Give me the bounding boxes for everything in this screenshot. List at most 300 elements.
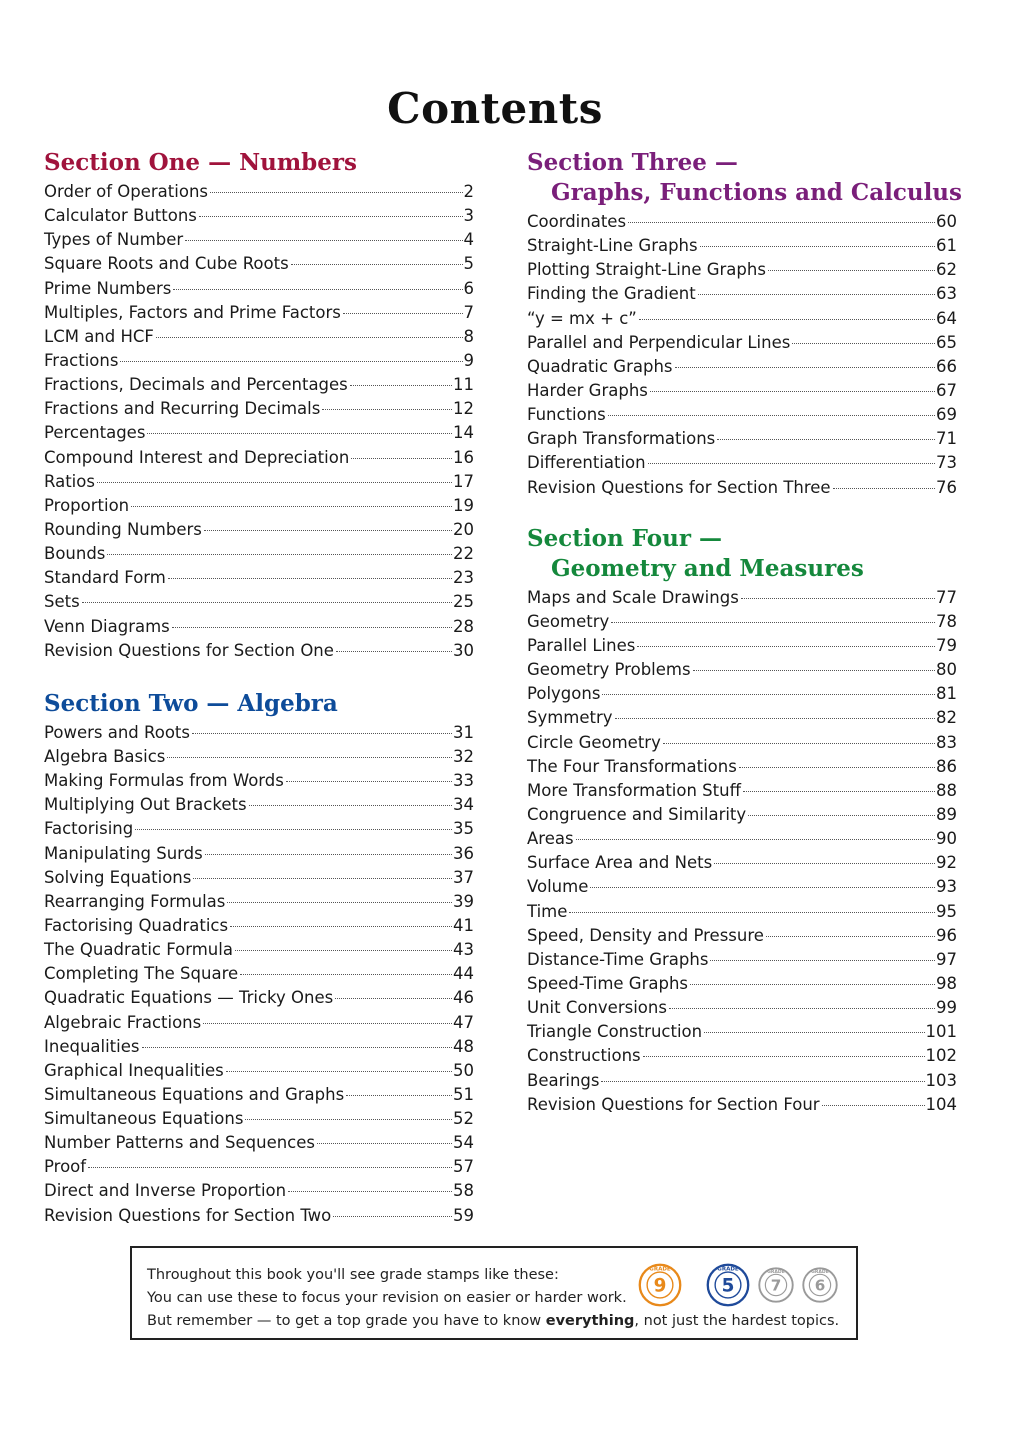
toc-entry-title: Triangle Construction	[527, 1022, 703, 1042]
dot-leader	[748, 814, 935, 816]
toc-entry-page: 12	[453, 399, 474, 419]
toc-entry[interactable]	[527, 258, 957, 282]
toc-entry[interactable]	[44, 986, 474, 1010]
toc-entry[interactable]	[527, 1093, 957, 1117]
toc-entry-page: 35	[453, 819, 474, 839]
toc-entry[interactable]	[527, 210, 957, 234]
toc-entry-page: 62	[936, 260, 957, 280]
section-three-heading-line2: Graphs, Functions and Calculus	[551, 179, 962, 206]
toc-entry[interactable]	[527, 924, 957, 948]
note-line-3-start: But remember — to get a top grade you have to know	[147, 1313, 546, 1329]
note-line-1: Throughout this book you'll see grade stamps like these:	[147, 1267, 559, 1283]
toc-entry[interactable]	[527, 476, 957, 500]
svg-text:GRADE: GRADE	[767, 1270, 785, 1276]
toc-entry[interactable]	[527, 427, 957, 451]
dot-leader	[199, 215, 463, 217]
toc-entry[interactable]	[44, 542, 474, 566]
dot-leader	[142, 1046, 453, 1048]
dot-leader	[351, 457, 452, 459]
toc-entry-title: Finding the Gradient	[527, 284, 696, 304]
dot-leader	[204, 529, 452, 531]
toc-entry[interactable]	[527, 634, 957, 658]
toc-entry[interactable]	[44, 518, 474, 542]
toc-entry-title: Plotting Straight-Line Graphs	[527, 260, 766, 280]
toc-entry[interactable]	[44, 890, 474, 914]
toc-entry-page: 97	[936, 949, 957, 969]
toc-entry-title: Calculator Buttons	[44, 206, 197, 226]
svg-text:6: 6	[814, 1276, 826, 1295]
toc-entry[interactable]	[44, 1155, 474, 1179]
toc-entry-title: Distance-Time Graphs	[527, 949, 709, 969]
toc-entry-title: Square Roots and Cube Roots	[44, 254, 289, 274]
dot-leader	[690, 983, 935, 985]
toc-entry-title: Parallel and Perpendicular Lines	[527, 332, 791, 352]
dot-leader	[602, 693, 935, 695]
toc-entry-title: Powers and Roots	[44, 722, 190, 742]
toc-entry-page: 31	[453, 722, 474, 742]
toc-entry[interactable]	[44, 180, 474, 204]
dot-leader	[205, 853, 452, 855]
toc-entry-title: Proportion	[44, 495, 130, 515]
dot-leader	[822, 1104, 925, 1106]
toc-entry-title: Straight-Line Graphs	[527, 236, 698, 256]
dot-leader	[693, 669, 935, 671]
toc-entry-page: 96	[936, 925, 957, 945]
section-four-heading	[527, 524, 957, 584]
toc-entry-title: Constructions	[527, 1046, 641, 1066]
toc-entry[interactable]	[44, 590, 474, 614]
toc-entry-page: 4	[463, 230, 474, 250]
svg-text:7: 7	[770, 1276, 782, 1295]
toc-entry-title: Revision Questions for Section Four	[527, 1094, 820, 1114]
toc-entry-title: Compound Interest and Depreciation	[44, 447, 350, 467]
dot-leader	[168, 577, 452, 579]
section-two-list	[44, 721, 474, 1228]
right-column	[527, 148, 962, 1117]
grade-stamps	[637, 1256, 847, 1326]
toc-entry[interactable]	[527, 379, 957, 403]
toc-entry-page: 16	[453, 447, 474, 467]
toc-entry[interactable]	[527, 827, 957, 851]
toc-entry-page: 65	[936, 332, 957, 352]
section-four-heading-line2: Geometry and Measures	[551, 554, 864, 582]
dot-leader	[336, 650, 452, 652]
toc-entry-title: Simultaneous Equations and Graphs	[44, 1084, 345, 1104]
toc-entry-title: Solving Equations	[44, 867, 192, 887]
toc-entry-page: 39	[453, 891, 474, 911]
toc-entry-page: 79	[936, 635, 957, 655]
dot-leader	[286, 780, 452, 782]
dot-leader	[569, 911, 935, 913]
toc-entry-page: 89	[936, 804, 957, 824]
toc-entry[interactable]	[44, 615, 474, 639]
toc-entry-title: LCM and HCF	[44, 326, 154, 346]
toc-entry-page: 104	[925, 1094, 957, 1114]
toc-entry-title: Volume	[527, 877, 589, 897]
toc-entry[interactable]	[44, 866, 474, 890]
toc-entry[interactable]	[527, 234, 957, 258]
toc-entry-title: Functions	[527, 405, 606, 425]
toc-entry-page: 58	[453, 1181, 474, 1201]
toc-entry-page: 80	[936, 660, 957, 680]
toc-entry-page: 46	[453, 988, 474, 1008]
dot-leader	[710, 959, 935, 961]
dot-leader	[768, 269, 935, 271]
toc-entry-title: Graphical Inequalities	[44, 1060, 224, 1080]
toc-entry[interactable]	[44, 397, 474, 421]
toc-entry-title: Fractions, Decimals and Percentages	[44, 375, 348, 395]
toc-entry[interactable]	[527, 851, 957, 875]
toc-entry-title: Proof	[44, 1157, 87, 1177]
toc-entry-title: More Transformation Stuff	[527, 780, 741, 800]
toc-entry-page: 50	[453, 1060, 474, 1080]
toc-entry-page: 47	[453, 1012, 474, 1032]
toc-entry-title: Revision Questions for Section Two	[44, 1205, 332, 1225]
toc-entry-title: Fractions	[44, 350, 119, 370]
toc-entry-page: 66	[936, 356, 957, 376]
toc-entry[interactable]	[527, 875, 957, 899]
grade-stamps-note	[130, 1246, 858, 1340]
toc-entry-title: Areas	[527, 829, 574, 849]
toc-entry-title: Completing The Square	[44, 964, 239, 984]
toc-entry[interactable]	[44, 1204, 474, 1228]
toc-entry-title: Graph Transformations	[527, 429, 716, 449]
toc-entry[interactable]	[44, 769, 474, 793]
toc-entry-title: Maps and Scale Drawings	[527, 587, 739, 607]
toc-entry-title: Harder Graphs	[527, 380, 648, 400]
toc-entry[interactable]	[44, 793, 474, 817]
toc-entry[interactable]	[527, 779, 957, 803]
toc-entry[interactable]	[44, 721, 474, 745]
section-three	[527, 148, 962, 500]
toc-entry-title: Time	[527, 901, 568, 921]
dot-leader	[192, 732, 452, 734]
grade-5-stamp-icon	[705, 1262, 751, 1308]
toc-entry[interactable]	[44, 639, 474, 663]
toc-entry-page: 25	[453, 592, 474, 612]
toc-entry[interactable]	[527, 996, 957, 1020]
toc-entry-title: Order of Operations	[44, 182, 208, 201]
toc-entry-page: 32	[453, 746, 474, 766]
toc-entry-title: Multiplying Out Brackets	[44, 795, 247, 815]
dot-leader	[669, 1007, 935, 1009]
dot-leader	[675, 366, 935, 368]
toc-entry[interactable]	[527, 755, 957, 779]
toc-entry[interactable]	[527, 282, 957, 306]
section-four-list	[527, 586, 957, 1117]
toc-entry[interactable]	[44, 325, 474, 349]
toc-entry[interactable]	[527, 586, 957, 610]
dot-leader	[601, 1080, 924, 1082]
toc-entry-page: 76	[936, 477, 957, 497]
toc-entry-page: 102	[925, 1046, 957, 1066]
dot-leader	[226, 1070, 452, 1072]
dot-leader	[335, 997, 452, 999]
toc-entry-page: 33	[453, 771, 474, 791]
note-line-3-end: , not just the hardest topics.	[634, 1313, 840, 1329]
toc-entry[interactable]	[44, 349, 474, 373]
toc-entry-title: Multiples, Factors and Prime Factors	[44, 302, 341, 322]
section-two-heading: Section Two — Algebra	[44, 689, 338, 717]
dot-leader	[615, 717, 935, 719]
toc-entry[interactable]	[44, 446, 474, 470]
toc-entry-title: The Four Transformations	[527, 756, 737, 776]
toc-entry[interactable]	[44, 228, 474, 252]
toc-entry-title: Geometry	[527, 611, 610, 631]
toc-entry-page: 19	[453, 495, 474, 515]
dot-leader	[88, 1166, 452, 1168]
toc-entry[interactable]	[44, 1035, 474, 1059]
toc-entry[interactable]	[44, 470, 474, 494]
toc-entry[interactable]	[44, 1179, 474, 1203]
dot-leader	[590, 886, 935, 888]
dot-leader	[227, 901, 452, 903]
section-one	[44, 148, 474, 663]
dot-leader	[833, 487, 935, 489]
toc-entry-page: 77	[936, 587, 957, 607]
grade-7-stamp-icon	[757, 1266, 795, 1304]
dot-leader	[648, 462, 935, 464]
page-title: Contents	[387, 84, 603, 134]
dot-leader	[741, 597, 935, 599]
toc-entry-page: 2	[463, 182, 474, 201]
toc-entry-title: Ratios	[44, 471, 95, 491]
toc-entry[interactable]	[44, 938, 474, 962]
toc-entry[interactable]	[527, 900, 957, 924]
note-line-2: You can use these to focus your revision on easier or harder work.	[147, 1290, 627, 1306]
toc-entry-title: Circle Geometry	[527, 732, 661, 752]
dot-leader	[643, 1055, 925, 1057]
toc-entry-page: 14	[453, 423, 474, 443]
toc-entry-page: 101	[925, 1022, 957, 1042]
toc-entry[interactable]	[44, 962, 474, 986]
toc-entry-page: 34	[453, 795, 474, 815]
dot-leader	[203, 1022, 452, 1024]
section-three-heading	[527, 148, 962, 208]
toc-entry-page: 86	[936, 756, 957, 776]
dot-leader	[235, 949, 452, 951]
toc-entry-page: 83	[936, 732, 957, 752]
toc-entry[interactable]	[527, 948, 957, 972]
toc-entry[interactable]	[44, 277, 474, 301]
toc-entry-page: 6	[463, 278, 474, 298]
toc-entry-page: 28	[453, 616, 474, 636]
toc-entry[interactable]	[527, 682, 957, 706]
dot-leader	[637, 645, 935, 647]
toc-entry-page: 30	[453, 640, 474, 660]
toc-entry-page: 3	[463, 206, 474, 226]
toc-entry-page: 8	[463, 326, 474, 346]
toc-entry-title: Prime Numbers	[44, 278, 172, 298]
dot-leader	[288, 1190, 452, 1192]
section-four	[527, 524, 957, 1117]
toc-entry[interactable]	[527, 706, 957, 730]
dot-leader	[628, 221, 935, 223]
toc-entry-title: Geometry Problems	[527, 660, 691, 680]
section-one-heading: Section One — Numbers	[44, 149, 357, 176]
dot-leader	[792, 342, 935, 344]
dot-leader	[743, 790, 935, 792]
dot-leader	[210, 191, 463, 193]
dot-leader	[350, 384, 452, 386]
left-column	[44, 148, 474, 1228]
toc-entry[interactable]	[527, 658, 957, 682]
section-two	[44, 689, 474, 1228]
svg-text:GRADE: GRADE	[811, 1270, 829, 1276]
toc-entry-page: 7	[463, 302, 474, 322]
dot-leader	[97, 481, 452, 483]
toc-entry-page: 20	[453, 519, 474, 539]
toc-entry[interactable]	[527, 1044, 957, 1068]
toc-entry-title: The Quadratic Formula	[44, 940, 233, 960]
dot-leader	[107, 553, 452, 555]
dot-leader	[739, 766, 935, 768]
toc-entry[interactable]	[44, 745, 474, 769]
toc-entry[interactable]	[44, 914, 474, 938]
note-emphasis: everything	[545, 1313, 635, 1329]
toc-entry-page: 64	[936, 308, 957, 328]
toc-entry-page: 5	[463, 254, 474, 274]
toc-entry-page: 99	[936, 998, 957, 1018]
dot-leader	[639, 318, 935, 320]
toc-entry-page: 90	[936, 829, 957, 849]
section-three-heading-line1: Section Three —	[527, 149, 738, 176]
toc-entry[interactable]	[44, 373, 474, 397]
toc-entry[interactable]	[44, 1011, 474, 1035]
dot-leader	[663, 742, 935, 744]
toc-entry[interactable]	[527, 307, 957, 331]
toc-entry-title: Symmetry	[527, 708, 613, 728]
toc-entry[interactable]	[44, 842, 474, 866]
toc-entry-title: Speed, Density and Pressure	[527, 925, 764, 945]
toc-entry-page: 9	[463, 350, 474, 370]
dot-leader	[650, 390, 935, 392]
grade-9-stamp-icon	[637, 1262, 683, 1308]
dot-leader	[698, 293, 935, 295]
toc-entry-page: 103	[925, 1070, 957, 1090]
toc-entry[interactable]	[44, 301, 474, 325]
toc-entry-title: Bearings	[527, 1070, 600, 1090]
toc-entry[interactable]	[527, 803, 957, 827]
toc-entry-title: Manipulating Surds	[44, 843, 203, 863]
toc-entry-title: Factorising Quadratics	[44, 915, 229, 935]
toc-entry-page: 36	[453, 843, 474, 863]
toc-entry-title: Making Formulas from Words	[44, 771, 284, 791]
toc-entry[interactable]	[527, 451, 957, 475]
toc-entry[interactable]	[527, 355, 957, 379]
toc-entry[interactable]	[44, 566, 474, 590]
dot-leader	[291, 263, 463, 265]
dot-leader	[322, 408, 452, 410]
toc-entry-title: Polygons	[527, 684, 601, 704]
toc-entry-page: 61	[936, 236, 957, 256]
toc-entry[interactable]	[527, 972, 957, 996]
toc-entry-page: 11	[453, 375, 474, 395]
toc-entry-title: Standard Form	[44, 568, 166, 588]
dot-leader	[608, 414, 935, 416]
toc-entry-title: Coordinates	[527, 212, 627, 231]
dot-leader	[576, 838, 935, 840]
toc-entry[interactable]	[527, 331, 957, 355]
dot-leader	[193, 877, 452, 879]
dot-leader	[346, 1094, 452, 1096]
toc-entry-title: Rearranging Formulas	[44, 891, 226, 911]
toc-entry-page: 88	[936, 780, 957, 800]
section-one-list	[44, 180, 474, 663]
toc-entry-page: 23	[453, 568, 474, 588]
toc-entry-title: Number Patterns and Sequences	[44, 1133, 316, 1153]
toc-entry-page: 82	[936, 708, 957, 728]
toc-entry[interactable]	[44, 252, 474, 276]
dot-leader	[167, 756, 452, 758]
toc-entry-title: Factorising	[44, 819, 134, 839]
toc-entry-page: 63	[936, 284, 957, 304]
toc-entry-title: Bounds	[44, 544, 106, 564]
dot-leader	[240, 973, 452, 975]
dot-leader	[135, 828, 452, 830]
toc-entry[interactable]	[527, 610, 957, 634]
toc-entry-title: Revision Questions for Section Three	[527, 477, 831, 497]
toc-entry-page: 48	[453, 1036, 474, 1056]
toc-entry-page: 51	[453, 1084, 474, 1104]
toc-entry[interactable]	[44, 1107, 474, 1131]
dot-leader	[172, 626, 452, 628]
toc-entry-page: 95	[936, 901, 957, 921]
toc-entry-page: 22	[453, 544, 474, 564]
toc-entry-title: Rounding Numbers	[44, 519, 202, 539]
toc-entry[interactable]	[44, 494, 474, 518]
toc-entry-title: Quadratic Graphs	[527, 356, 673, 376]
toc-entry-title: Direct and Inverse Proportion	[44, 1181, 287, 1201]
dot-leader	[230, 925, 452, 927]
svg-text:9: 9	[653, 1275, 667, 1297]
toc-entry-title: Algebraic Fractions	[44, 1012, 202, 1032]
toc-entry-title: Quadratic Equations — Tricky Ones	[44, 988, 334, 1008]
toc-entry[interactable]	[44, 1059, 474, 1083]
toc-entry-title: Differentiation	[527, 453, 646, 473]
toc-entry-title: Congruence and Similarity	[527, 804, 747, 824]
dot-leader	[714, 862, 935, 864]
toc-entry[interactable]	[44, 204, 474, 228]
toc-entry-title: Sets	[44, 592, 80, 612]
toc-entry[interactable]	[44, 1131, 474, 1155]
toc-entry-page: 78	[936, 611, 957, 631]
toc-entry-page: 52	[453, 1109, 474, 1129]
toc-entry-page: 59	[453, 1205, 474, 1225]
svg-text:GRADE: GRADE	[717, 1266, 739, 1273]
grade-6-stamp-icon	[801, 1266, 839, 1304]
toc-entry-page: 98	[936, 973, 957, 993]
toc-entry[interactable]	[527, 1069, 957, 1093]
toc-entry-page: 69	[936, 405, 957, 425]
toc-entry[interactable]	[527, 403, 957, 427]
toc-entry-title: Surface Area and Nets	[527, 853, 713, 873]
toc-entry[interactable]	[44, 1083, 474, 1107]
dot-leader	[611, 621, 935, 623]
toc-entry-title: Types of Number	[44, 230, 184, 250]
dot-leader	[131, 505, 452, 507]
toc-entry[interactable]	[527, 731, 957, 755]
toc-entry[interactable]	[527, 1020, 957, 1044]
dot-leader	[245, 1118, 452, 1120]
toc-entry[interactable]	[44, 817, 474, 841]
toc-entry-title: “y = mx + c”	[527, 308, 637, 328]
toc-entry[interactable]	[44, 421, 474, 445]
toc-entry-page: 60	[936, 212, 957, 231]
toc-entry-page: 73	[936, 453, 957, 473]
dot-leader	[147, 432, 452, 434]
svg-text:GRADE: GRADE	[649, 1266, 671, 1273]
